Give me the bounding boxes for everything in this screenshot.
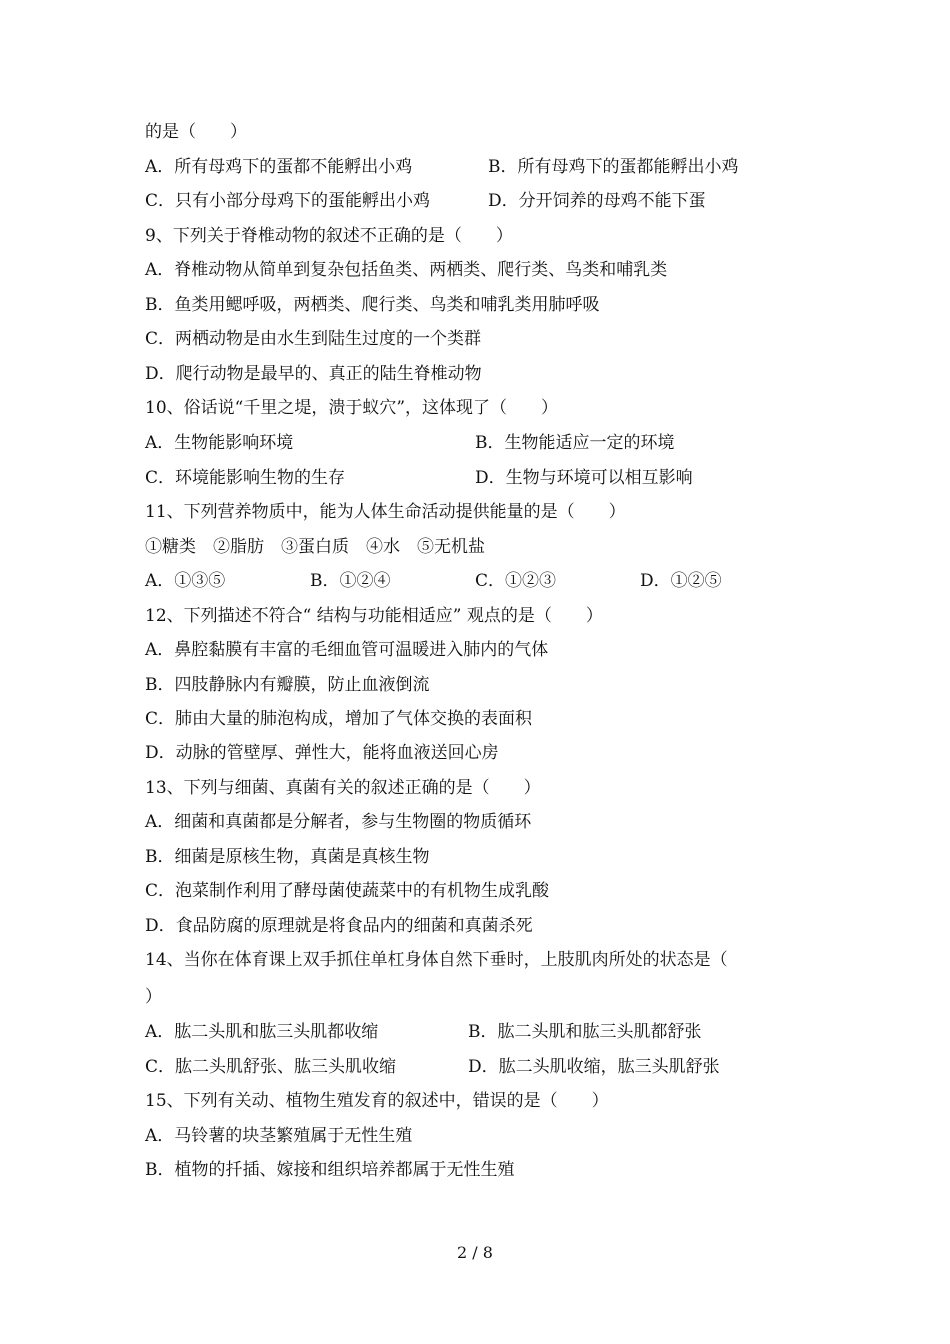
- q13-option-c: C．泡菜制作利用了酵母菌使蔬菜中的有机物生成乳酸: [145, 881, 550, 901]
- q11-option-a: A．①③⑤: [145, 571, 226, 591]
- q11-items: ①糖类 ②脂肪 ③蛋白质 ④水 ⑤无机盐: [145, 537, 485, 557]
- q8-option-c: C．只有小部分母鸡下的蛋能孵出小鸡: [145, 191, 431, 211]
- q9-option-b: B．鱼类用鳃呼吸，两栖类、爬行类、鸟类和哺乳类用肺呼吸: [145, 295, 600, 315]
- q12-option-b: B．四肢静脉内有瓣膜，防止血液倒流: [145, 675, 430, 695]
- q12-option-c: C．肺由大量的肺泡构成，增加了气体交换的表面积: [145, 709, 533, 729]
- q14-option-c: C．肱二头肌舒张、肱三头肌收缩: [145, 1057, 397, 1077]
- q9-option-d: D．爬行动物是最早的、真正的陆生脊椎动物: [145, 364, 482, 384]
- q10-option-a: A．生物能影响环境: [145, 433, 294, 453]
- q13-stem: 13、下列与细菌、真菌有关的叙述正确的是（ ）: [145, 778, 541, 798]
- q8-option-b: B．所有母鸡下的蛋都能孵出小鸡: [488, 157, 739, 177]
- q10-option-c: C．环境能影响生物的生存: [145, 468, 346, 488]
- q14-option-d: D．肱二头肌收缩，肱三头肌舒张: [468, 1057, 720, 1077]
- q9-option-a: A．脊椎动物从简单到复杂包括鱼类、两栖类、爬行类、鸟类和哺乳类: [145, 260, 668, 280]
- q11-option-b: B．①②④: [310, 571, 391, 591]
- q14-option-b: B．肱二头肌和肱三头肌都舒张: [468, 1022, 702, 1042]
- q11-option-c: C．①②③: [475, 571, 557, 591]
- q15-option-a: A．马铃薯的块茎繁殖属于无性生殖: [145, 1126, 413, 1146]
- q12-stem: 12、下列描述不符合“ 结构与功能相适应” 观点的是（ ）: [145, 606, 603, 626]
- q11-option-d: D．①②⑤: [640, 571, 722, 591]
- q13-option-a: A．细菌和真菌都是分解者，参与生物圈的物质循环: [145, 812, 532, 832]
- q8-stem-continuation: 的是（ ）: [145, 122, 247, 142]
- q14-stem-continuation: ）: [145, 987, 162, 1007]
- q8-option-d: D．分开饲养的母鸡不能下蛋: [488, 191, 706, 211]
- q10-option-d: D．生物与环境可以相互影响: [475, 468, 693, 488]
- q11-stem: 11、下列营养物质中，能为人体生命活动提供能量的是（ ）: [145, 502, 626, 522]
- page-number: 2 / 8: [457, 1243, 493, 1262]
- q8-option-a: A．所有母鸡下的蛋都不能孵出小鸡: [145, 157, 413, 177]
- q12-option-a: A．鼻腔黏膜有丰富的毛细血管可温暖进入肺内的气体: [145, 640, 549, 660]
- q15-option-b: B．植物的扦插、嫁接和组织培养都属于无性生殖: [145, 1160, 515, 1180]
- q9-stem: 9、下列关于脊椎动物的叙述不正确的是（ ）: [145, 226, 513, 246]
- q12-option-d: D．动脉的管壁厚、弹性大，能将血液送回心房: [145, 743, 499, 763]
- q9-option-c: C．两栖动物是由水生到陆生过度的一个类群: [145, 329, 482, 349]
- q10-stem: 10、俗话说“千里之堤，溃于蚁穴”，这体现了（ ）: [145, 398, 559, 418]
- q10-option-b: B．生物能适应一定的环境: [475, 433, 675, 453]
- q13-option-b: B．细菌是原核生物，真菌是真核生物: [145, 847, 430, 867]
- q13-option-d: D．食品防腐的原理就是将食品内的细菌和真菌杀死: [145, 916, 533, 936]
- q14-option-a: A．肱二头肌和肱三头肌都收缩: [145, 1022, 379, 1042]
- q14-stem: 14、当你在体育课上双手抓住单杠身体自然下垂时，上肢肌肉所处的状态是（: [145, 950, 728, 970]
- q15-stem: 15、下列有关动、植物生殖发育的叙述中，错误的是（ ）: [145, 1091, 609, 1111]
